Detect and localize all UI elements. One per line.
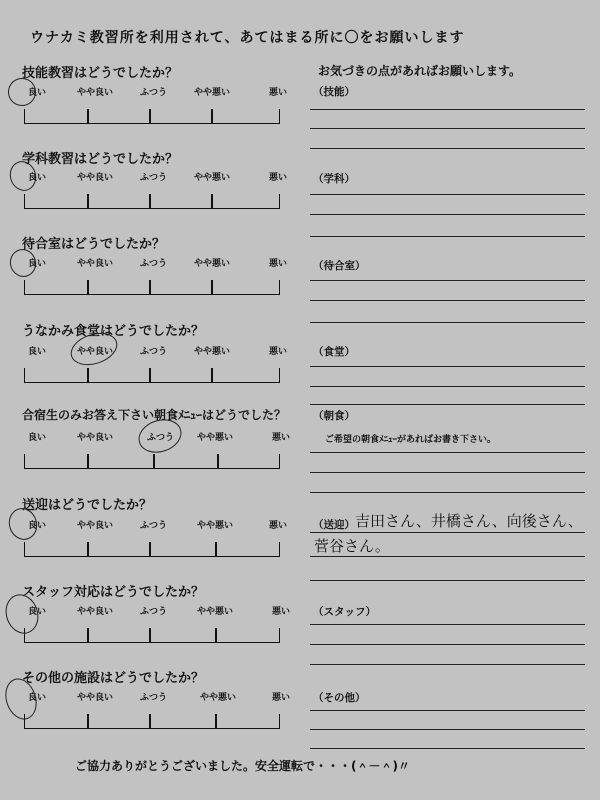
scale-label: 悪い	[272, 693, 291, 703]
handwritten-comment: 菅谷さん。	[314, 537, 390, 555]
comment-line[interactable]	[310, 214, 585, 215]
comment-line[interactable]	[310, 532, 585, 533]
scale-label: 悪い	[269, 347, 288, 357]
comment-line[interactable]	[310, 556, 585, 557]
scale-label: 良い	[28, 173, 47, 183]
comment-line[interactable]	[310, 664, 585, 665]
scale-track	[24, 368, 280, 383]
comment-line[interactable]	[310, 748, 585, 749]
scale-label: やや良い	[77, 607, 114, 617]
scale-label: 悪い	[269, 173, 288, 183]
scale-label: 悪い	[269, 259, 288, 269]
question-title: スタッフ対応はどうでしたか？	[22, 585, 205, 600]
scale-label: 良い	[28, 433, 47, 443]
rating-scale[interactable]	[22, 518, 288, 558]
comment-line[interactable]	[310, 386, 585, 387]
scale-label: ふつう	[140, 88, 168, 98]
scale-label: やや良い	[77, 88, 114, 98]
question-title: うなかみ食堂はどうでしたか？	[22, 324, 205, 339]
scale-label: 良い	[28, 347, 47, 357]
scale-label: やや良い	[77, 173, 114, 183]
scale-label: やや悪い	[200, 693, 237, 703]
comment-label: （技能）	[313, 86, 355, 98]
question-title: 合宿生のみお答え下さい朝食ﾒﾆｭｰはどうでした？	[22, 408, 287, 422]
question-title: 学科教習はどうでしたか？	[22, 152, 179, 167]
comment-line[interactable]	[310, 729, 585, 730]
scale-track	[24, 280, 280, 295]
rating-scale[interactable]	[22, 256, 288, 296]
question-title: その他の施設はどうでしたか？	[22, 671, 205, 686]
survey-title: ウナカミ教習所を利用されて、あてはまる所に〇をお願いします	[30, 30, 465, 46]
comment-line[interactable]	[310, 644, 585, 645]
scale-label: ふつう	[140, 607, 168, 617]
scale-track	[24, 194, 280, 209]
scale-label: やや悪い	[197, 607, 234, 617]
comment-line[interactable]	[310, 710, 585, 711]
handwritten-comment: 吉田さん、井橋さん、向後さん、	[355, 512, 583, 530]
scale-label: 悪い	[269, 88, 288, 98]
scale-label: やや悪い	[197, 433, 234, 443]
scale-label: 良い	[28, 693, 47, 703]
rating-scale[interactable]	[22, 85, 288, 125]
scale-label: やや良い	[77, 347, 114, 357]
comment-label: （朝食）	[313, 410, 355, 422]
scale-label: ふつう	[140, 173, 168, 183]
scale-label: 良い	[28, 259, 47, 269]
comment-line[interactable]	[310, 452, 585, 453]
comments-header: お気づきの点があればお願いします。	[318, 64, 522, 78]
comment-label: （スタッフ）	[313, 606, 376, 618]
scale-label: やや良い	[77, 259, 114, 269]
comment-line[interactable]	[310, 194, 585, 195]
scale-label: やや良い	[77, 433, 114, 443]
scale-label: やや悪い	[194, 347, 231, 357]
scale-label: ふつう	[140, 347, 168, 357]
scale-label: 良い	[28, 88, 47, 98]
rating-scale[interactable]	[22, 344, 288, 384]
scale-label: やや悪い	[194, 88, 231, 98]
scale-label: やや悪い	[194, 259, 231, 269]
scale-label: 良い	[28, 607, 47, 617]
scale-label: 悪い	[272, 433, 291, 443]
comment-line[interactable]	[310, 404, 585, 405]
comment-label: （食堂）	[313, 346, 355, 358]
scale-track	[24, 542, 280, 557]
comment-line[interactable]	[310, 128, 585, 129]
comment-line[interactable]	[310, 492, 585, 493]
scale-track	[24, 109, 280, 124]
scale-track	[24, 714, 280, 729]
scale-label: ふつう	[147, 433, 175, 443]
question-title: 待合室はどうでしたか？	[22, 237, 166, 252]
rating-scale[interactable]	[22, 690, 291, 730]
comment-line[interactable]	[310, 300, 585, 301]
scale-label: 悪い	[272, 607, 291, 617]
comment-line[interactable]	[310, 109, 585, 110]
comment-line[interactable]	[310, 322, 585, 323]
scale-label: ふつう	[140, 693, 168, 703]
scale-label: 悪い	[269, 521, 288, 531]
scale-track	[24, 628, 280, 643]
comment-label: （学科）	[313, 173, 355, 185]
comment-line[interactable]	[310, 366, 585, 367]
comment-line[interactable]	[310, 624, 585, 625]
rating-scale[interactable]	[22, 604, 291, 644]
scale-label: ふつう	[140, 521, 168, 531]
scale-label: ふつう	[140, 259, 168, 269]
comment-line[interactable]	[310, 472, 585, 473]
scale-label: やや良い	[77, 521, 114, 531]
question-title: 技能教習はどうでしたか？	[22, 66, 179, 81]
comment-line[interactable]	[310, 580, 585, 581]
scale-label: 良い	[28, 521, 47, 531]
breakfast-note: ご希望の朝食ﾒﾆｭｰがあればお書き下さい。	[325, 435, 497, 445]
scale-label: やや悪い	[197, 521, 234, 531]
comment-line[interactable]	[310, 236, 585, 237]
comment-label: （送迎）	[313, 519, 355, 531]
comment-line[interactable]	[310, 280, 585, 281]
scale-label: やや良い	[77, 693, 114, 703]
question-title: 送迎はどうでしたか？	[22, 498, 153, 513]
scale-track	[24, 454, 280, 469]
thank-you-footer: ご協力ありがとうございました。安全運転で・・・(＾－＾)〃	[75, 759, 410, 773]
comment-label: （待合室）	[313, 260, 366, 272]
comment-label: （その他）	[313, 692, 366, 704]
comment-line[interactable]	[310, 148, 585, 149]
rating-scale[interactable]	[22, 170, 288, 210]
scale-label: やや悪い	[194, 173, 231, 183]
